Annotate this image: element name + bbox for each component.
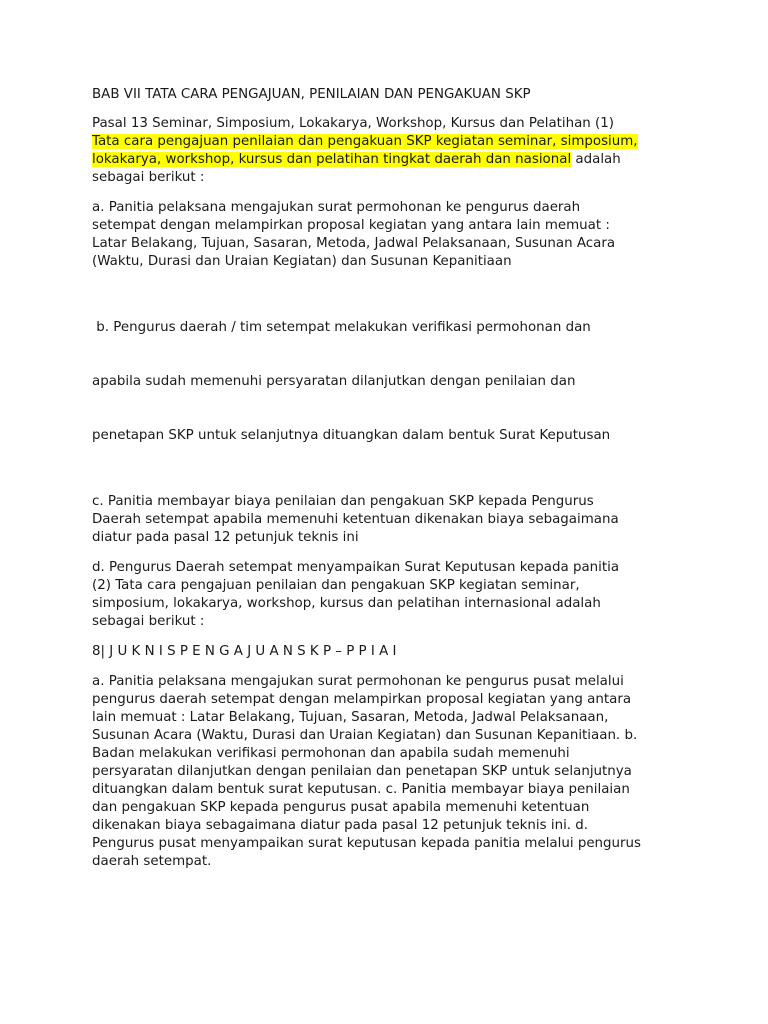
document-page [92,86,692,883]
international-line: Pengurus pusat menyampaikan surat keputusan kepada panitia melalui pengurus [92,836,641,851]
item-a-paragraph [92,199,692,271]
item-a-line: a. Panitia pelaksana mengajukan surat permohonan ke pengurus daerah [92,200,581,215]
highlighted-line-1 [92,133,692,151]
international-line: daerah setempat. [92,854,212,869]
item-d-paragraph [92,559,692,631]
item-a-line: Latar Belakang, Tujuan, Sasaran, Metoda, Jadwal Pelaksanaan, Susunan Acara [92,236,616,251]
international-line: Susunan Acara (Waktu, Durasi dan Uraian Kegiatan) dan Susunan Kepanitiaan. b. [92,728,638,743]
international-paragraph [92,673,692,871]
international-line: dan pengakuan SKP kepada pengurus pusat apabila memenuhi ketentuan [92,800,590,815]
item-b-line: apabila sudah memenuhi persyaratan dilanjutkan dengan penilaian dan [92,374,576,389]
chapter-heading [92,86,692,104]
international-line: persyaratan dilanjutkan dengan penilaian dan penetapan SKP untuk selanjutnya [92,764,632,779]
item-b-line: b. Pengurus daerah / tim setempat melakukan verifikasi permohonan dan [92,320,591,335]
pasal-13-title: Pasal 13 Seminar, Simposium, Lokakarya, Workshop, Kursus dan Pelatihan (1) [92,116,615,131]
highlight-text-2: lokakarya, workshop, kursus dan pelatihan tingkat daerah dan nasional [92,152,572,167]
pasal-13-paragraph [92,115,692,187]
international-line: Badan melakukan verifikasi permohonan dan apabila sudah memenuhi [92,746,570,761]
item-c-line: Daerah setempat apabila memenuhi ketentuan dikenakan biaya sebagaimana [92,512,619,527]
item-a-line: setempat dengan melampirkan proposal kegiatan yang antara lain memuat : [92,218,610,233]
item-d-line: (2) Tata cara pengajuan penilaian dan pengakuan SKP kegiatan seminar, [92,578,580,593]
item-d-line: d. Pengurus Daerah setempat menyampaikan Surat Keputusan kepada panitia [92,560,620,575]
highlighted-line-2 [92,151,692,169]
item-b-paragraph [92,283,692,481]
item-d-line: sebagai berikut : [92,614,205,629]
pasal-13-closing: sebagai berikut : [92,170,205,185]
highlight-text-1: Tata cara pengajuan penilaian dan pengakuan SKP kegiatan seminar, simposium, [92,134,638,149]
international-line: lain memuat : Latar Belakang, Tujuan, Sasaran, Metoda, Jadwal Pelaksanaan, [92,710,609,725]
chapter-heading-text: BAB VII TATA CARA PENGAJUAN, PENILAIAN DAN PENGAKUAN SKP [92,87,531,102]
item-c-paragraph [92,493,692,547]
international-line: dituangkan dalam bentuk surat keputusan. c. Panitia membayar biaya penilaian [92,782,630,797]
item-d-line: simposium, lokakarya, workshop, kursus dan pelatihan internasional adalah [92,596,601,611]
after-highlight-text: adalah [571,152,621,167]
international-line: a. Panitia pelaksana mengajukan surat permohonan ke pengurus pusat melalui [92,674,624,689]
item-a-line: (Waktu, Durasi dan Uraian Kegiatan) dan Susunan Kepanitiaan [92,254,512,269]
item-c-line: diatur pada pasal 12 petunjuk teknis ini [92,530,359,545]
juknis-footer-text: 8| J U K N I S P E N G A J U A N S K P – P P I A I [92,644,397,659]
item-b-line: penetapan SKP untuk selanjutnya dituangkan dalam bentuk Surat Keputusan [92,428,611,443]
item-c-line: c. Panitia membayar biaya penilaian dan pengakuan SKP kepada Pengurus [92,494,594,509]
page-footer-line [92,643,692,661]
international-line: dikenakan biaya sebagaimana diatur pada pasal 12 petunjuk teknis ini. d. [92,818,589,833]
international-line: pengurus daerah setempat dengan melampirkan proposal kegiatan yang antara [92,692,632,707]
